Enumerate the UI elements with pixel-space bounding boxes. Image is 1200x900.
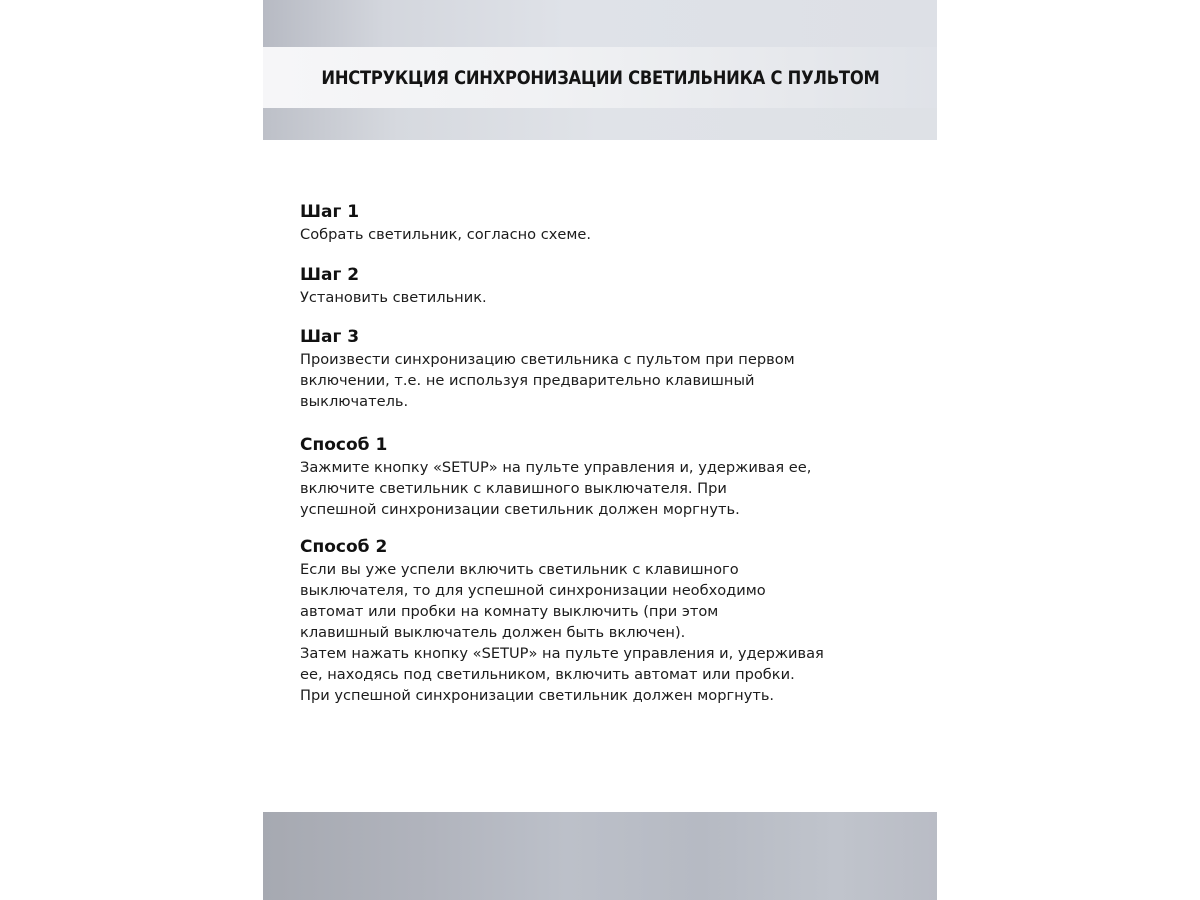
section-method-2	[300, 535, 824, 706]
section-heading: Шаг 1	[300, 202, 360, 222]
header-decorative-band-bottom	[263, 108, 937, 140]
section-heading: Шаг 3	[300, 327, 360, 347]
section-body: Если вы уже успели включить светильник с клавишного выключателя, то для успешной синхронизации необходимо автомат или пробки на комнату выключить (при этом клавишный выключатель должен быть включен). Затем нажать кнопку «SETUP» на пульте управления и, удерживая ее, находясь под светильником, включить автомат или пробки. При успешной синхронизации светильник должен моргнуть.	[300, 561, 824, 704]
instruction-page	[263, 0, 937, 900]
section-step-3	[300, 325, 795, 412]
title-banner	[263, 47, 937, 108]
section-heading: Способ 1	[300, 435, 388, 455]
footer-decorative-band	[263, 812, 937, 900]
section-step-1	[300, 200, 591, 245]
section-step-2	[300, 263, 487, 308]
section-body: Произвести синхронизацию светильника с пультом при первом включении, т.е. не используя предварительно клавишный выключатель.	[300, 351, 795, 410]
section-heading: Способ 2	[300, 537, 388, 557]
section-method-1	[300, 433, 811, 520]
section-body: Собрать светильник, согласно схеме.	[300, 226, 591, 243]
page-title: ИНСТРУКЦИЯ СИНХРОНИЗАЦИИ СВЕТИЛЬНИКА С ПУЛЬТОМ	[320, 67, 880, 89]
section-heading: Шаг 2	[300, 265, 360, 285]
header-decorative-band-top	[263, 0, 937, 47]
section-body: Зажмите кнопку «SETUP» на пульте управления и, удерживая ее, включите светильник с клавишного выключателя. При успешной синхронизации светильник должен моргнуть.	[300, 459, 812, 518]
section-body: Установить светильник.	[300, 289, 487, 306]
